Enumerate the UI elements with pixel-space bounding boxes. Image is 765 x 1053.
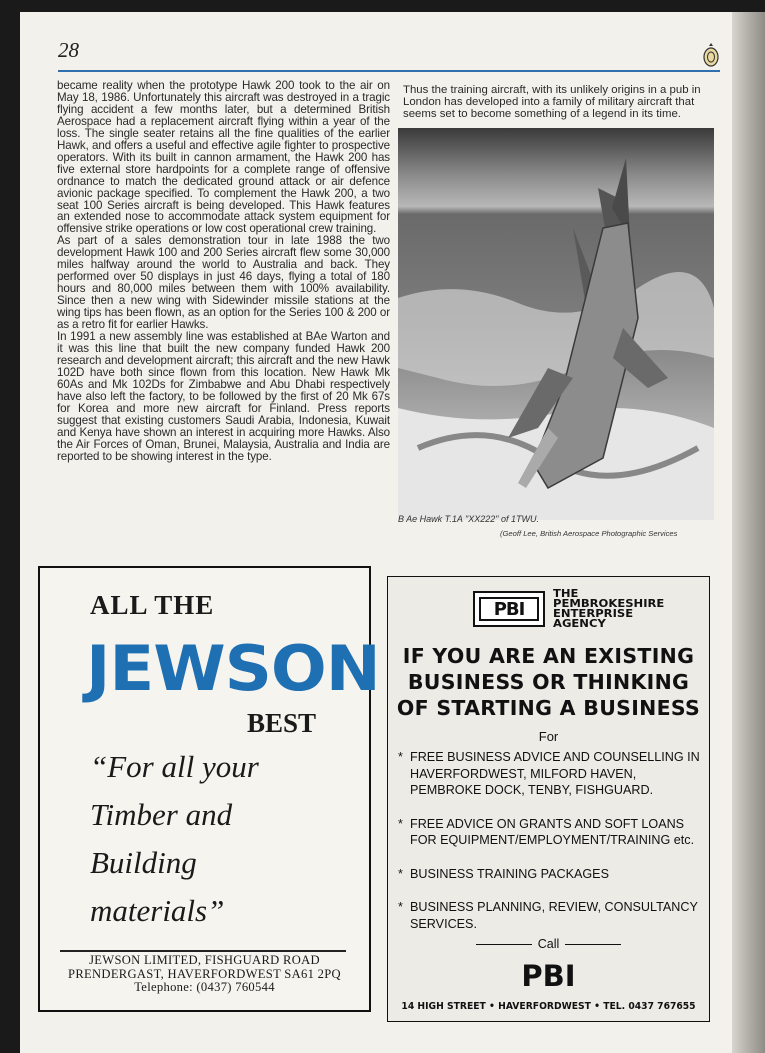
headline-line: BUSINESS OR THINKING: [407, 670, 690, 694]
slogan-line: Timber and: [90, 797, 233, 832]
ad-address: [40, 954, 369, 995]
photo-credit: (Geoff Lee, British Aerospace Photographic Services: [500, 529, 678, 538]
slogan-line: “For all your: [90, 749, 259, 784]
telephone: Telephone: (0437) 760544: [134, 980, 275, 994]
agency-line: ENTERPRISE: [553, 607, 634, 620]
article-paragraph: Thus the training aircraft, with its unlikely origins in a pub in London has developed into a family of military aircraft that seems set to become something of a legend in its time.: [403, 84, 701, 121]
address-line: JEWSON LIMITED, FISHGUARD ROAD: [89, 953, 320, 967]
agency-name: [553, 589, 664, 629]
ad-headline: [388, 643, 709, 721]
address-line: PRENDERGAST, HAVERFORDWEST SA61 2PQ: [68, 966, 341, 981]
list-item: * BUSINESS PLANNING, REVIEW, CONSULTANCY SERVICES.: [398, 899, 706, 932]
call-text: Call: [537, 937, 560, 951]
list-item: * FREE BUSINESS ADVICE AND COUNSELLING IN HAVERFORDWEST, MILFORD HAVEN, PEMBROKE DOCK, TENBY, FISHGUARD.: [398, 749, 706, 799]
facing-page-edge: [732, 12, 765, 1053]
jewson-advert: [38, 566, 380, 1012]
photo-caption: B Ae Hawk T.1A "XX222" of 1TWU.: [398, 514, 539, 524]
article-right-column: [403, 84, 721, 121]
jewson-logo: JEWSON: [86, 632, 380, 705]
for-label: For: [538, 729, 559, 744]
pbi-logo: [473, 591, 545, 627]
agency-line: AGENCY: [553, 617, 606, 630]
article-paragraph: As part of a sales demonstration tour in late 1988 the two development Hawk 100 and 200 Series aircraft flew some 30,000 miles halfway around the world to Australia and back. They performed over 50 displays in just 46 days, flying a total of 180 hours and 80,000 miles between them with 100% availability. Since then a new wing with Sidewinder missile stations at the wing tips has been flown, as an option for the Series 100 & 200 or as a retro fit for earlier Hawks.: [57, 234, 390, 332]
ad-slogan: [90, 743, 360, 935]
pbi-name: PBI: [521, 959, 576, 993]
pbi-advert: [387, 576, 710, 1022]
list-item: * FREE ADVICE ON GRANTS AND SOFT LOANS FOR EQUIPMENT/EMPLOYMENT/TRAINING etc.: [398, 816, 706, 849]
call-label: [388, 937, 709, 951]
agency-line: THE: [553, 587, 579, 600]
article-paragraph: In 1991 a new assembly line was established at BAe Warton and it was this line that built the new company funded Hawk 200 research and development aircraft; this aircraft and the new Hawk 102D have both since flown from this location. New Hawk Mk 60As and Mk 102Ds for Zimbabwe and Abu Dhabi respectively have also left the factory, to be followed by the first of 20 Mk 67s for Korea and more new aircraft for Finland. Press reports suggest that existing customers Saudi Arabia, Indonesia, Kuwait and Kenya have shown an interest in acquiring more Hawks. Also the Air Forces of Oman, Brunei, Malaysia, Australia and India are reported to be showing interest in the type.: [57, 330, 390, 463]
divider: [60, 950, 346, 952]
slogan-line: Building: [90, 845, 197, 880]
article-left-column: [57, 80, 390, 463]
ad-heading: BEST: [247, 708, 317, 738]
hawk-jet-photo: [398, 128, 714, 520]
agency-line: PEMBROKESHIRE: [553, 597, 665, 610]
dash-line: [565, 944, 621, 945]
pbi-address: 14 HIGH STREET • HAVERFORDWEST • TEL. 0437 767655: [401, 1001, 696, 1012]
ad-heading: ALL THE: [90, 590, 215, 620]
article-paragraph: became reality when the prototype Hawk 200 took to the air on May 18, 1986. Unfortunately this aircraft was destroyed in a tragic flying accident a few months later, but a determined British Aerospace had a replacement aircraft flying within a year of the loss. The single seater retains all the fine qualities of the earlier Hawk, and offers a useful and effective agile fighter to prospective operators. With its built in cannon armament, the Hawk 200 has five external store hardpoints for a complete range of offensive ordnance to match the dedicated ground attack or air defence avionic package specified. To complement the Hawk 200, a two seat 100 Series aircraft is being developed. This Hawk features an extended nose to accommodate attack system equipment for offensive strike operations or low cost operational crew training.: [57, 79, 390, 236]
service-list: [398, 749, 706, 949]
pbi-logo-text: PBI: [479, 597, 539, 621]
dash-line: [476, 944, 532, 945]
list-item: * BUSINESS TRAINING PACKAGES: [398, 866, 706, 883]
headline-line: OF STARTING A BUSINESS: [396, 696, 701, 720]
page-number: 28: [58, 38, 79, 62]
headline-line: IF YOU ARE AN EXISTING: [402, 644, 695, 668]
slogan-line: materials”: [90, 893, 225, 928]
header-rule: [58, 70, 720, 72]
crest-icon: [702, 42, 720, 68]
